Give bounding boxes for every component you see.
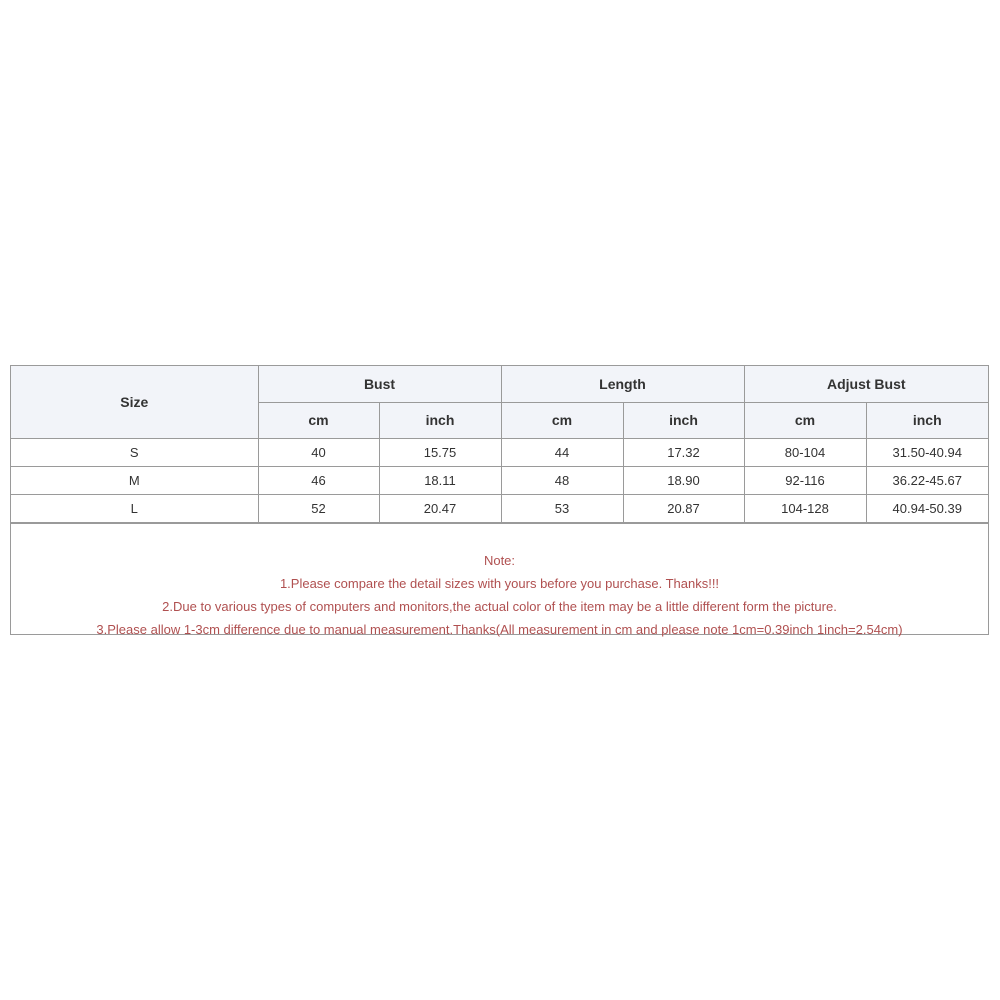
length-inch-cell: 20.87 xyxy=(623,494,744,522)
bust-inch-cell: 15.75 xyxy=(379,438,501,466)
length-inch-cell: 17.32 xyxy=(623,438,744,466)
adjust-bust-inch-cell: 31.50-40.94 xyxy=(866,438,988,466)
length-inch-header: inch xyxy=(623,402,744,438)
note-title: Note: xyxy=(483,552,516,568)
length-cm-cell: 44 xyxy=(501,438,623,466)
bust-cm-header: cm xyxy=(258,402,379,438)
size-cell: S xyxy=(11,438,258,466)
length-cm-header: cm xyxy=(501,402,623,438)
note-line-3: 3.Please allow 1-3cm difference due to manual measurement.Thanks(All measurement in cm and please note 1cm=0.39inch 1inch=2.54cm) xyxy=(96,621,903,637)
adjust-bust-cm-cell: 104-128 xyxy=(744,494,866,522)
size-cell: M xyxy=(11,466,258,494)
bust-header: Bust xyxy=(258,366,501,402)
adjust-bust-cm-cell: 92-116 xyxy=(744,466,866,494)
note-line-2: 2.Due to various types of computers and monitors,the actual color of the item may be a little different form the picture. xyxy=(162,598,837,614)
bust-cm-cell: 46 xyxy=(258,466,379,494)
bust-inch-header: inch xyxy=(379,402,501,438)
header-row-groups xyxy=(11,366,988,402)
table-row xyxy=(11,494,988,522)
notes-section xyxy=(11,523,988,641)
note-line-1: 1.Please compare the detail sizes with yours before you purchase. Thanks!!! xyxy=(279,575,720,591)
size-header: Size xyxy=(11,366,258,438)
adjust-bust-inch-cell: 40.94-50.39 xyxy=(866,494,988,522)
adjust-bust-inch-header: inch xyxy=(866,402,988,438)
table-row xyxy=(11,438,988,466)
length-inch-cell: 18.90 xyxy=(623,466,744,494)
size-cell: L xyxy=(11,494,258,522)
size-table xyxy=(11,366,988,523)
adjust-bust-inch-cell: 36.22-45.67 xyxy=(866,466,988,494)
table-row xyxy=(11,466,988,494)
length-header: Length xyxy=(501,366,744,402)
bust-cm-cell: 52 xyxy=(258,494,379,522)
size-chart xyxy=(10,365,989,635)
length-cm-cell: 48 xyxy=(501,466,623,494)
bust-inch-cell: 18.11 xyxy=(379,466,501,494)
bust-inch-cell: 20.47 xyxy=(379,494,501,522)
adjust-bust-header: Adjust Bust xyxy=(744,366,988,402)
adjust-bust-cm-header: cm xyxy=(744,402,866,438)
adjust-bust-cm-cell: 80-104 xyxy=(744,438,866,466)
length-cm-cell: 53 xyxy=(501,494,623,522)
bust-cm-cell: 40 xyxy=(258,438,379,466)
